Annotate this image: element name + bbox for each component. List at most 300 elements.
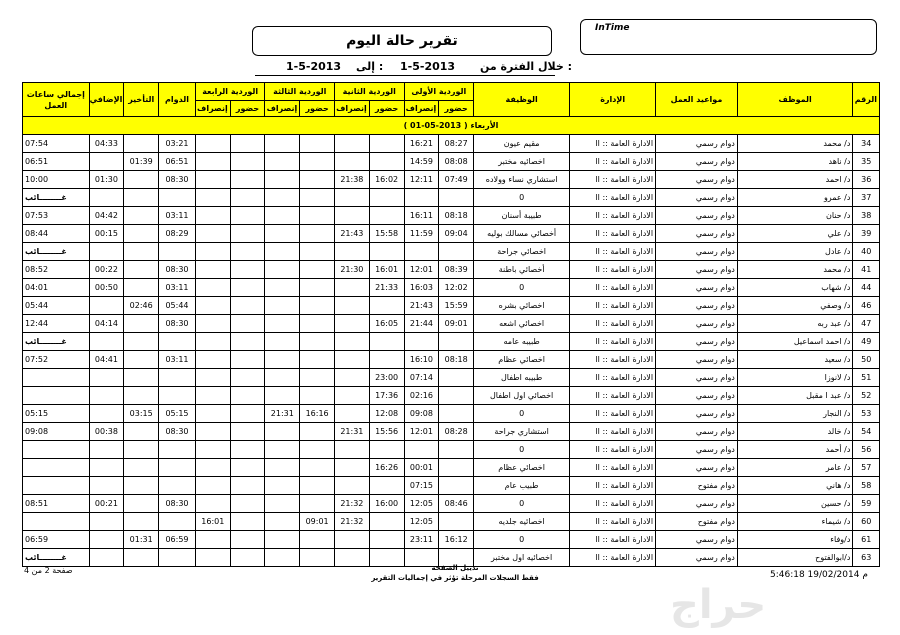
watermark-logo: حراج (670, 582, 767, 628)
cell-shift1-out (404, 333, 439, 351)
report-title: تقرير حالة اليوم (252, 26, 552, 56)
cell-shift3-in (300, 243, 335, 261)
cell-shift2-out: 21:38 (334, 171, 369, 189)
cell-shift1-in: 08:46 (439, 495, 474, 513)
table-row (23, 441, 880, 459)
cell-employee: د/ سعيد (737, 351, 853, 369)
cell-schedule: دوام رسمي (656, 405, 738, 423)
cell-no: 50 (853, 351, 880, 369)
table-row (23, 513, 880, 531)
cell-employee: د/ حنان (737, 207, 853, 225)
cell-total: 09:08 (23, 423, 90, 441)
cell-extra: 00:38 (89, 423, 124, 441)
cell-no: 53 (853, 405, 880, 423)
cell-shift2-out (334, 531, 369, 549)
cell-shift4-in (230, 243, 265, 261)
cell-shift4-out (195, 243, 230, 261)
cell-shift2-in: 16:05 (369, 315, 404, 333)
cell-shift3-in (300, 387, 335, 405)
col-schedule: مواعيد العمل (656, 83, 738, 117)
cell-no: 52 (853, 387, 880, 405)
cell-no: 60 (853, 513, 880, 531)
cell-extra (89, 387, 124, 405)
cell-schedule: دوام رسمي (656, 189, 738, 207)
cell-absent: غــــــــائب (23, 549, 90, 567)
cell-shift2-out (334, 189, 369, 207)
cell-total (23, 513, 90, 531)
col-admin: الإدارة (570, 83, 656, 117)
cell-shift3-in (300, 225, 335, 243)
cell-no: 37 (853, 189, 880, 207)
intime-label: InTime (595, 23, 630, 33)
cell-total: 12:44 (23, 315, 90, 333)
cell-shift4-out (195, 405, 230, 423)
cell-late (124, 315, 159, 333)
cell-extra: 01:30 (89, 171, 124, 189)
cell-shift2-out (334, 333, 369, 351)
cell-shift4-out (195, 333, 230, 351)
table-row (23, 531, 880, 549)
cell-shift4-out (195, 441, 230, 459)
cell-total: 04:01 (23, 279, 90, 297)
col-duty: الدوام (159, 83, 196, 117)
cell-shift2-out (334, 351, 369, 369)
cell-shift1-out (404, 441, 439, 459)
cell-shift1-in: 08:08 (439, 153, 474, 171)
cell-shift4-out (195, 531, 230, 549)
footer-datetime (770, 570, 868, 580)
cell-shift1-in (439, 387, 474, 405)
cell-shift2-in (369, 351, 404, 369)
cell-shift2-out (334, 315, 369, 333)
cell-job: مقيم عيون (474, 135, 570, 153)
cell-schedule: دوام رسمي (656, 207, 738, 225)
cell-shift3-in (300, 351, 335, 369)
cell-job: اخصائي جراحة (474, 243, 570, 261)
cell-employee: د/ هاني (737, 477, 853, 495)
cell-shift4-in (230, 225, 265, 243)
cell-shift4-out (195, 477, 230, 495)
cell-job: اخصائي اول اطفال (474, 387, 570, 405)
cell-late (124, 135, 159, 153)
cell-late (124, 387, 159, 405)
cell-shift3-out (265, 351, 300, 369)
cell-shift2-out (334, 207, 369, 225)
cell-shift3-out (265, 243, 300, 261)
cell-admin: الادارة العامة :: اا (570, 225, 656, 243)
cell-shift3-out (265, 315, 300, 333)
cell-shift1-out: 16:03 (404, 279, 439, 297)
cell-late (124, 369, 159, 387)
cell-late (124, 513, 159, 531)
cell-shift3-in (300, 459, 335, 477)
cell-employee: د/ خالد (737, 423, 853, 441)
cell-shift3-in (300, 297, 335, 315)
cell-duty: 05:15 (159, 405, 196, 423)
cell-shift1-in: 08:18 (439, 207, 474, 225)
cell-shift3-in (300, 189, 335, 207)
cell-job: استشاري جراحة (474, 423, 570, 441)
cell-shift2-in (369, 477, 404, 495)
cell-shift3-in (300, 495, 335, 513)
cell-shift3-out (265, 207, 300, 225)
cell-shift1-out: 14:59 (404, 153, 439, 171)
cell-shift3-out (265, 369, 300, 387)
cell-shift4-out (195, 225, 230, 243)
cell-extra (89, 333, 124, 351)
cell-shift2-in (369, 153, 404, 171)
cell-no: 41 (853, 261, 880, 279)
cell-late (124, 279, 159, 297)
cell-shift2-out: 21:31 (334, 423, 369, 441)
cell-no: 46 (853, 297, 880, 315)
cell-employee: د/ عبد ا مقبل (737, 387, 853, 405)
col-shift1-out: إنصراف (404, 101, 439, 117)
cell-shift1-in (439, 477, 474, 495)
cell-shift3-out: 21:31 (265, 405, 300, 423)
cell-extra: 00:22 (89, 261, 124, 279)
cell-shift1-out: 12:05 (404, 513, 439, 531)
cell-total (23, 387, 90, 405)
cell-shift4-in (230, 135, 265, 153)
footer-center (330, 563, 580, 583)
cell-no: 35 (853, 153, 880, 171)
cell-duty: 08:29 (159, 225, 196, 243)
cell-job: استشاري نساء وولاده (474, 171, 570, 189)
cell-shift1-in (439, 441, 474, 459)
cell-extra: 04:14 (89, 315, 124, 333)
col-shift4: الوردية الرابعة (195, 83, 265, 101)
cell-shift4-out (195, 459, 230, 477)
table-row (23, 333, 880, 351)
cell-schedule: دوام رسمي (656, 153, 738, 171)
cell-job: أخصائي مسالك بوليه (474, 225, 570, 243)
cell-shift3-in (300, 261, 335, 279)
footer-page: صفحة 2 من 4 (24, 566, 73, 575)
cell-shift3-in (300, 333, 335, 351)
cell-job: اخصائيه مختبر (474, 153, 570, 171)
cell-absent: غــــــــائب (23, 243, 90, 261)
cell-shift4-in (230, 549, 265, 567)
cell-total: 05:15 (23, 405, 90, 423)
cell-total: 07:52 (23, 351, 90, 369)
cell-job: اخصائي عظام (474, 351, 570, 369)
cell-shift2-in: 16:02 (369, 171, 404, 189)
cell-shift2-out: 21:32 (334, 513, 369, 531)
cell-duty: 03:21 (159, 135, 196, 153)
intime-box (580, 19, 877, 55)
cell-shift1-out: 12:01 (404, 261, 439, 279)
cell-shift3-in (300, 207, 335, 225)
cell-shift3-in (300, 369, 335, 387)
col-no: الرقم (853, 83, 880, 117)
cell-schedule: دوام مفتوح (656, 477, 738, 495)
cell-shift4-in (230, 297, 265, 315)
cell-shift2-in: 16:01 (369, 261, 404, 279)
cell-shift2-in: 16:26 (369, 459, 404, 477)
cell-employee: د/ شهاب (737, 279, 853, 297)
cell-shift4-in (230, 513, 265, 531)
cell-admin: الادارة العامة :: اا (570, 459, 656, 477)
cell-shift2-out: 21:32 (334, 495, 369, 513)
cell-shift1-out: 12:01 (404, 423, 439, 441)
cell-job: 0 (474, 279, 570, 297)
cell-shift3-out (265, 477, 300, 495)
cell-shift4-out (195, 549, 230, 567)
cell-duty (159, 387, 196, 405)
cell-shift2-out (334, 135, 369, 153)
cell-job: طبيبه عامه (474, 333, 570, 351)
cell-shift4-out (195, 153, 230, 171)
cell-shift3-out (265, 531, 300, 549)
cell-shift4-out (195, 135, 230, 153)
cell-admin: الادارة العامة :: اا (570, 405, 656, 423)
period-from: 1-5-2013 (400, 60, 456, 73)
cell-shift4-in (230, 171, 265, 189)
cell-extra: 04:41 (89, 351, 124, 369)
cell-shift2-out: 21:43 (334, 225, 369, 243)
col-shift2-out: إنصراف (334, 101, 369, 117)
cell-admin: الادارة العامة :: اا (570, 495, 656, 513)
cell-extra: 04:33 (89, 135, 124, 153)
cell-late (124, 243, 159, 261)
col-shift1-in: حضور (439, 101, 474, 117)
cell-schedule: دوام مفتوح (656, 513, 738, 531)
cell-shift1-in: 07:49 (439, 171, 474, 189)
day-row (23, 117, 880, 135)
cell-shift4-out (195, 297, 230, 315)
cell-shift4-in (230, 495, 265, 513)
cell-shift3-in (300, 153, 335, 171)
cell-shift4-in (230, 459, 265, 477)
cell-schedule: دوام رسمي (656, 261, 738, 279)
cell-job: طبيبه اطفال (474, 369, 570, 387)
cell-schedule: دوام رسمي (656, 495, 738, 513)
cell-duty: 08:30 (159, 495, 196, 513)
cell-admin: الادارة العامة :: اا (570, 261, 656, 279)
cell-late (124, 189, 159, 207)
footer-datetime-value: 5:46:18 19/02/2014 (770, 570, 860, 580)
cell-late (124, 207, 159, 225)
cell-duty: 08:30 (159, 171, 196, 189)
cell-shift4-out (195, 369, 230, 387)
cell-job: اخصائي بشره (474, 297, 570, 315)
cell-duty (159, 189, 196, 207)
cell-shift4-out (195, 207, 230, 225)
cell-shift2-in: 15:58 (369, 225, 404, 243)
cell-admin: الادارة العامة :: اا (570, 531, 656, 549)
cell-shift1-in: 08:27 (439, 135, 474, 153)
cell-shift3-out (265, 513, 300, 531)
cell-total: 06:51 (23, 153, 90, 171)
cell-schedule: دوام رسمي (656, 171, 738, 189)
cell-shift1-out: 21:44 (404, 315, 439, 333)
cell-schedule: دوام رسمي (656, 549, 738, 567)
cell-shift3-out (265, 333, 300, 351)
cell-shift1-in (439, 189, 474, 207)
col-total: إجمالي ساعات العمل (23, 83, 90, 117)
cell-late (124, 423, 159, 441)
cell-job: 0 (474, 189, 570, 207)
cell-shift4-out (195, 261, 230, 279)
cell-admin: الادارة العامة :: اا (570, 441, 656, 459)
cell-shift2-in (369, 189, 404, 207)
cell-shift3-out (265, 171, 300, 189)
cell-shift2-in (369, 207, 404, 225)
cell-late (124, 441, 159, 459)
cell-shift4-out: 16:01 (195, 513, 230, 531)
cell-shift1-in: 08:18 (439, 351, 474, 369)
cell-duty (159, 243, 196, 261)
table-row (23, 459, 880, 477)
cell-schedule: دوام رسمي (656, 243, 738, 261)
cell-total: 08:44 (23, 225, 90, 243)
cell-admin: الادارة العامة :: اا (570, 243, 656, 261)
cell-total (23, 459, 90, 477)
cell-schedule: دوام رسمي (656, 459, 738, 477)
cell-shift2-in (369, 135, 404, 153)
table-row (23, 405, 880, 423)
cell-shift1-out: 21:43 (404, 297, 439, 315)
table-row (23, 351, 880, 369)
cell-shift3-out (265, 495, 300, 513)
cell-shift1-in: 16:12 (439, 531, 474, 549)
cell-shift2-in (369, 441, 404, 459)
cell-schedule: دوام رسمي (656, 279, 738, 297)
table-row (23, 135, 880, 153)
cell-shift1-in (439, 243, 474, 261)
cell-extra (89, 153, 124, 171)
cell-job: 0 (474, 441, 570, 459)
cell-shift2-in: 12:08 (369, 405, 404, 423)
col-shift1: الوردية الأولى (404, 83, 474, 101)
cell-shift1-out: 11:59 (404, 225, 439, 243)
col-shift4-in: حضور (230, 101, 265, 117)
cell-schedule: دوام رسمي (656, 423, 738, 441)
cell-shift1-out: 23:11 (404, 531, 439, 549)
cell-no: 63 (853, 549, 880, 567)
cell-duty (159, 369, 196, 387)
cell-shift1-in (439, 405, 474, 423)
cell-absent: غــــــــائب (23, 333, 90, 351)
col-employee: الموظف (737, 83, 853, 117)
table-row (23, 279, 880, 297)
table-row (23, 477, 880, 495)
cell-shift2-in (369, 333, 404, 351)
cell-job: اخصائي عظام (474, 459, 570, 477)
cell-no: 40 (853, 243, 880, 261)
table-row (23, 189, 880, 207)
attendance-table (22, 82, 880, 567)
cell-shift4-in (230, 405, 265, 423)
cell-shift4-out (195, 351, 230, 369)
cell-total (23, 441, 90, 459)
cell-shift4-out (195, 171, 230, 189)
cell-shift1-in: 12:02 (439, 279, 474, 297)
cell-late: 01:31 (124, 531, 159, 549)
table-row (23, 369, 880, 387)
cell-shift4-in (230, 477, 265, 495)
cell-schedule: دوام رسمي (656, 351, 738, 369)
cell-shift1-in: 08:28 (439, 423, 474, 441)
table-row (23, 423, 880, 441)
cell-duty (159, 513, 196, 531)
cell-admin: الادارة العامة :: اا (570, 351, 656, 369)
cell-no: 59 (853, 495, 880, 513)
cell-shift2-out (334, 153, 369, 171)
cell-no: 36 (853, 171, 880, 189)
cell-admin: الادارة العامة :: اا (570, 135, 656, 153)
cell-job: طبيب عام (474, 477, 570, 495)
cell-extra: 04:42 (89, 207, 124, 225)
cell-no: 58 (853, 477, 880, 495)
cell-no: 57 (853, 459, 880, 477)
cell-shift2-in (369, 297, 404, 315)
cell-admin: الادارة العامة :: اا (570, 423, 656, 441)
table-row (23, 387, 880, 405)
cell-admin: الادارة العامة :: اا (570, 513, 656, 531)
cell-total: 05:44 (23, 297, 90, 315)
cell-admin: الادارة العامة :: اا (570, 369, 656, 387)
cell-shift4-out (195, 387, 230, 405)
cell-shift4-in (230, 333, 265, 351)
cell-total: 06:59 (23, 531, 90, 549)
cell-shift3-in: 09:01 (300, 513, 335, 531)
table-row (23, 495, 880, 513)
cell-employee: د/ محمد (737, 261, 853, 279)
cell-shift2-out (334, 243, 369, 261)
cell-employee: د/ عمرو (737, 189, 853, 207)
cell-shift1-in (439, 333, 474, 351)
cell-employee: د/وفاء (737, 531, 853, 549)
col-shift3-in: حضور (300, 101, 335, 117)
cell-employee: د/ عامر (737, 459, 853, 477)
cell-late (124, 261, 159, 279)
cell-shift3-out (265, 297, 300, 315)
cell-admin: الادارة العامة :: اا (570, 189, 656, 207)
cell-shift1-out: 16:21 (404, 135, 439, 153)
cell-total: 07:54 (23, 135, 90, 153)
cell-extra (89, 405, 124, 423)
cell-shift2-out (334, 279, 369, 297)
cell-total: 08:52 (23, 261, 90, 279)
cell-employee: د/ابوالفتوح (737, 549, 853, 567)
cell-admin: الادارة العامة :: اا (570, 153, 656, 171)
cell-duty: 05:44 (159, 297, 196, 315)
cell-shift4-in (230, 369, 265, 387)
cell-duty: 08:30 (159, 315, 196, 333)
cell-shift3-in (300, 477, 335, 495)
cell-shift2-out (334, 297, 369, 315)
cell-shift2-out (334, 477, 369, 495)
cell-no: 39 (853, 225, 880, 243)
cell-total: 08:51 (23, 495, 90, 513)
cell-employee: د/ عبد ربه (737, 315, 853, 333)
cell-employee: د/ ناهد (737, 153, 853, 171)
cell-shift1-out: 02:16 (404, 387, 439, 405)
col-late: التأخير (124, 83, 159, 117)
cell-duty (159, 333, 196, 351)
cell-shift4-in (230, 189, 265, 207)
cell-extra (89, 369, 124, 387)
cell-no: 54 (853, 423, 880, 441)
cell-duty: 03:11 (159, 351, 196, 369)
cell-admin: الادارة العامة :: اا (570, 297, 656, 315)
cell-late (124, 333, 159, 351)
period-to: 1-5-2013 (286, 60, 342, 73)
cell-duty (159, 441, 196, 459)
cell-extra: 00:15 (89, 225, 124, 243)
